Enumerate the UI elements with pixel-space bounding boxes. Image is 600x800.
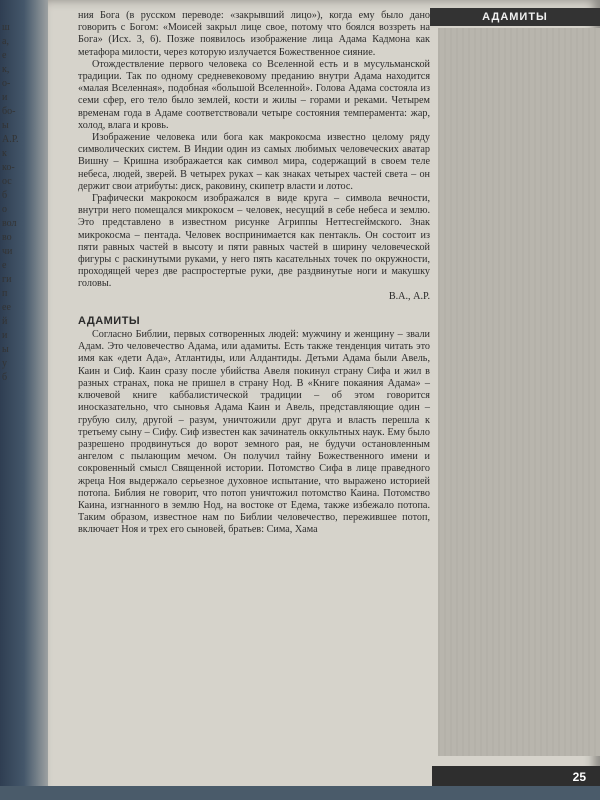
left-page-fragment: и <box>2 330 8 341</box>
left-page-fragment: б <box>2 372 8 383</box>
author-signature: В.А., А.Р. <box>388 290 430 302</box>
article-adamites <box>78 315 430 537</box>
paragraph: Согласно Библии, первых сотворенных людей: мужчину и женщину – звали Адам. Это человечество Адама, или адамиты. Есть также тенденция читать это имя как «дети Ада», Атлантиды, или Алдантиды. Детьми Адама были Авель, Каин и Сиф. Каин сразу после убийства Авеля покинул страну Сифа и жил в разных странах, пока не пришел в страну Нод. В «Книге покаяния Адама» – ключевой книге каббалистической традиции – об этом говорится иносказательно, что сыновья Адама Каин и Авель, представляющие один – грубую силу, другой – разум, уничтожили друг друга и власть перешла к третьему сыну – Сифу. Сиф известен как зачинатель оккультных наук. Ему было разрешено продвинуться до ворот земного рая, не будучи остановленным ангелом с пылающим мечом. Он получил тайну Божественного имени и сокровенный смысл Священной истории. Потомство Сифа в лице праведного жреца Ноя выдержало серьезное духовное испытание, что выражено историей потопа. Библия не говорит, что потоп уничтожил потомство Каина. Потомство Каина, изгнанного в землю Нод, на востоке от Едема, также избежало потопа. Таким образом, известное нам по Библии человечество, пережившее потоп, включает Ноя и трех его сыновей, братьев: Сима, Хама <box>78 329 430 536</box>
page-number: 25 <box>572 770 586 784</box>
left-page-fragment: и <box>2 92 8 103</box>
left-page-fragment: А.Р. <box>2 134 19 145</box>
left-page-fragment: бо- <box>2 106 16 117</box>
left-page-fragment: е <box>2 260 7 271</box>
article-macrocosm <box>78 10 430 303</box>
left-page-fragment: ги <box>2 274 12 285</box>
illustration-panel <box>438 28 600 756</box>
left-page-fragment: к <box>2 148 7 159</box>
left-page-fragment: ее <box>2 302 11 313</box>
left-page-fragment: е <box>2 50 7 61</box>
left-page-fragment: чи <box>2 246 13 257</box>
left-page-fragment: вол <box>2 218 17 229</box>
left-page-fragment: ш <box>2 22 10 33</box>
left-page-fragment: к, <box>2 64 10 75</box>
left-page-fragment: а, <box>2 36 9 47</box>
left-page-fragment: ы <box>2 120 9 131</box>
left-page-fragment: у <box>2 358 7 369</box>
paragraph: ния Бога (в русском переводе: «закрывший лицо»), когда ему было дано говорить с Богом: «Моисей закрыл лице свое, потому что боялся воззреть на Бога» (Исх. 3, 6). Позже появилось изображение лица Адама Кадмона как метафора милости, через которую излучается Божественное сияние. <box>78 10 430 58</box>
left-page-fragment: во <box>2 232 12 243</box>
left-page-fragment: б <box>2 190 8 201</box>
desk-background <box>0 786 600 800</box>
left-page-fragment: й <box>2 316 8 327</box>
left-page-fragment: п <box>2 288 8 299</box>
paragraph: Изображение человека или бога как макрокосма известно целому ряду символических систем. В Индии один из самых любимых человеческих аватар Вишну – Кришна изображается как символ мира, содержащий в своем теле небеса, людей, зверей. В четырех руках – как знаках четырех частей света – он держит свои атрибуты: диск, раковину, скипетр власти и лотос. <box>78 132 430 192</box>
section-title: АДАМИТЫ <box>78 314 141 327</box>
book-page <box>48 0 600 800</box>
left-page-fragment: ко- <box>2 162 15 173</box>
left-page-fragment: о- <box>2 78 11 89</box>
text-column <box>78 10 430 537</box>
running-header: АДАМИТЫ <box>430 8 600 26</box>
left-page-fragment: ос <box>2 176 12 187</box>
paragraph: Графически макрокосм изображался в виде круга – символа вечности, внутри него помещался микрокосм – человек, несущий в себе небеса и землю. Это представлено в известном рисунке Агриппы Неттесгеймского. Знак микрокосма – пентада. Человек воспринимается как пентакль. Он состоит из пяти равных частей в высоту и пяти равных частей в ширину человеческой фигуры с раскинутыми руками, у него пять касательных точек по окружности, проходящей через две распростертые руки, две раздвинутые ноги и макушку головы. <box>78 193 430 290</box>
left-page-fragment: о <box>2 204 7 215</box>
paragraph: Отождествление первого человека со Вселенной есть и в мусульманской традиции. Так по одному средневековому преданию внутри Адама находится «малая Вселенная», подобная «большой Вселенной». Голова Адама состояла из семи сфер, его тело было землей, кости и жилы – горами и реками. Четырем временам года в Адаме соответствовали четыре состояния темперамента: жар, холод, влага и кровь. <box>78 58 430 131</box>
left-page-fragment: ы <box>2 344 9 355</box>
